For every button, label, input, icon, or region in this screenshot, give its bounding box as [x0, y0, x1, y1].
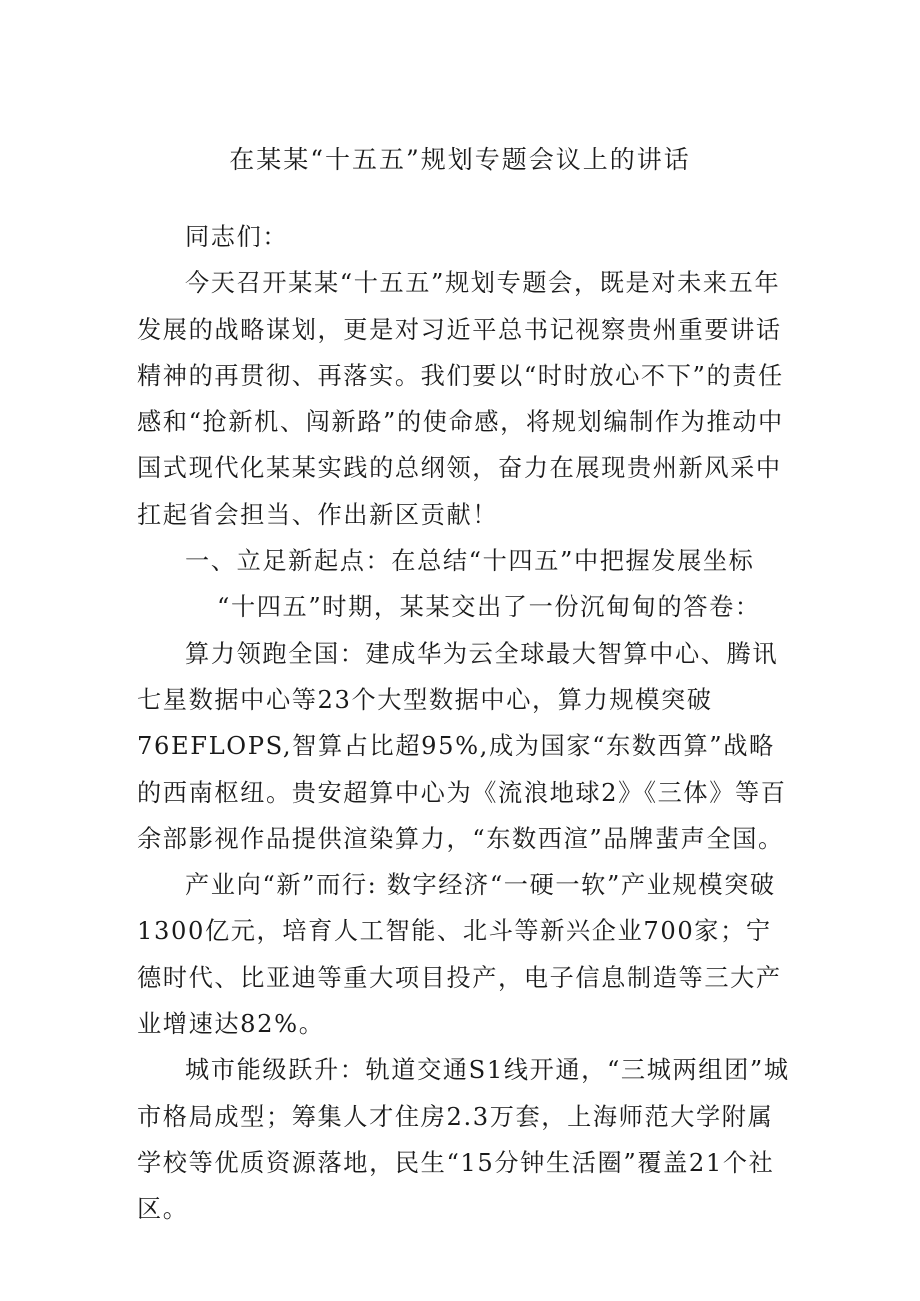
paragraph-city: 城市能级跃升：轨道交通S1线开通，“三城两组团”城市格局成型；筹集人才住房2.3万套，上海师范大学附属学校等优质资源落地，民生“15分钟生活圈”覆盖21个社区。 — [137, 1056, 790, 1224]
paragraph-industry: 产业向“新”而行: 数字经济“一硬一软”产业规模突破1300亿元，培育人工智能、北斗等新兴企业700家；宁德时代、比亚迪等重大项目投产，电子信息制造等三大产业增速达82%。 — [137, 871, 782, 1039]
document-body — [137, 214, 797, 1233]
paragraph-computing: 算力领跑全国：建成华为云全球最大智算中心、腾讯七星数据中心等23个大型数据中心，算力规模突破76EFLOPS,智算占比超95%,成为国家“东数西算”战略的西南枢纽。贵安超算中心为《流浪地球2》《三体》等百余部影视作品提供渲染算力，“东数西渲”品牌蜚声全国。 — [137, 639, 787, 853]
paragraph-summary: “十四五”时期，某某交出了一份沉甸甸的答卷： — [217, 593, 761, 622]
document-title: 在某某“十五五”规划专题会议上的讲话 — [229, 145, 691, 174]
paragraph-intro: 今天召开某某“十五五”规划专题会，既是对未来五年发展的战略谋划，更是对习近平总书记视察贵州重要讲话精神的再贯彻、再落实。我们要以“时时放心不下”的责任感和“抢新机、闯新路”的使命感，将规划编制作为推动中国式现代化某某实践的总纲领，奋力在展现贵州新风采中扛起省会担当、作出新区贡献！ — [137, 269, 784, 529]
section-heading-one: 一、立足新起点：在总结“十四五”中把握发展坐标 — [185, 547, 755, 576]
salutation: 同志们： — [185, 223, 289, 251]
